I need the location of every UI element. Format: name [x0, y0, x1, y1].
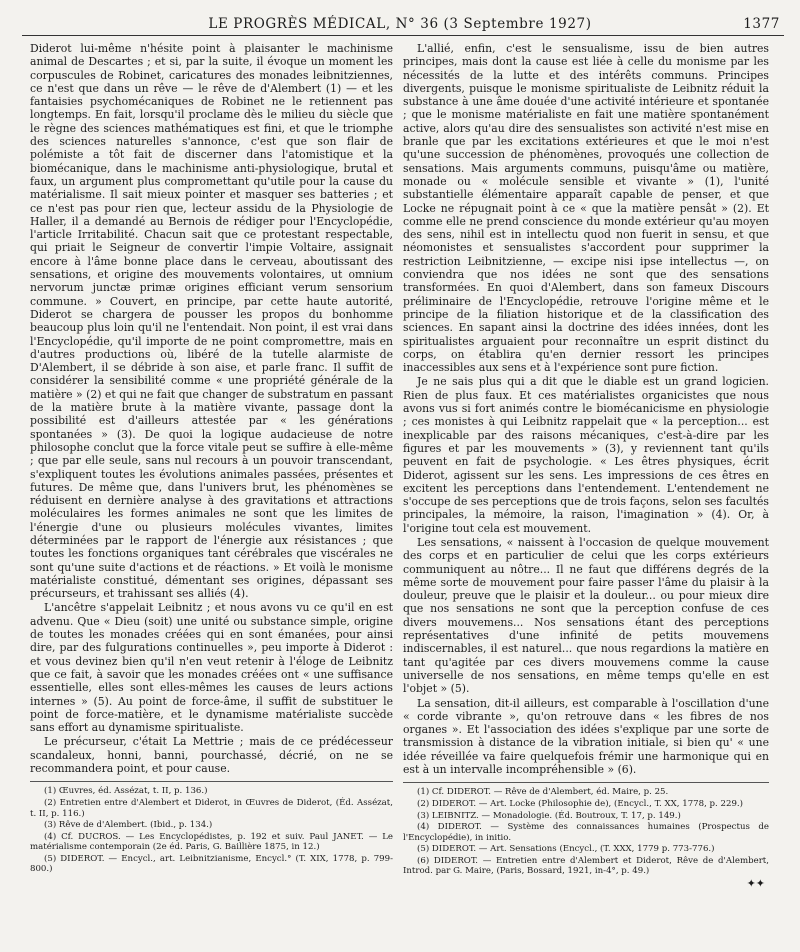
- footnote: (2) DIDEROT. — Art. Locke (Philosophie de), (Encycl., T. XX, 1778, p. 229.): [417, 798, 744, 809]
- footnotes-right: [403, 782, 769, 889]
- footnote: (4) Cf. DUCROS. — Les Encyclopédistes, p. 192 et suiv. Paul JANET. — Le matérialisme contemporain (2e éd. Paris, G. Baillière 1875, in 12.): [30, 831, 393, 853]
- footnote: (1) Cf. DIDEROT. — Rêve de d'Alembert, éd. Maire, p. 25.: [417, 787, 669, 798]
- footnote: (3) LEIBNITZ. — Monadologie. (Éd. Boutroux, T. 17, p. 149.): [417, 810, 681, 821]
- body-paragraph: Les sensations, « naissent à l'occasion de quelque mouvement des corps et en particulier de celui que les corps extérieurs communiquent au nôtre... Il ne faut que différens degrés de la même sorte de mouvement pour faire passer l'âme du plaisir à la douleur, preuve que le plaisir et la douleur... ou pour mieux dire que nos sensations ne sont que la perception confuse de ces divers mouvemens... Nos sensations étant des perceptions représentatives d'une infinité de petits mouvemens indiscernables, il est naturel... que nous regardions la matière en tant qu'agitée par ces divers mouvemens comme la cause universelle de nos sensations, en même temps qu'elle en est l'objet » (5).: [403, 535, 769, 696]
- body-paragraph: L'ancêtre s'appelait Leibnitz ; et nous avons vu ce qu'il en est advenu. Que « Dieu (soit) une unité ou substance simple, origine de toutes les monades créées qui en sont émanées, pour ainsi dire, par des fulgurations continuelles », peu importe à Diderot : et vous devinez bien qu'il n'en veut retenir à l'éloge de Leibnitz que ce fait, à savoir que les monades créées ont « une suffisance essentielle, elles sont elles-mêmes les causes de leurs actions internes » (5). Au point de force-âme, il suffit de substituer le point de force-matière, et le dynamisme matérialiste succède sans effort au dynamisme spiritualiste.: [30, 601, 393, 735]
- footnote: (1) Œuvres, éd. Assézat, t. II, p. 136.): [44, 786, 208, 797]
- end-ornament: ✦✦: [746, 877, 765, 891]
- running-header: [14, 6, 786, 36]
- footnotes-left: [30, 781, 393, 875]
- footnote: (3) Rêve de d'Alembert. (Ibid., p. 134.): [44, 820, 213, 831]
- footnote: (5) DIDEROT. — Art. Sensations (Encycl., (T. XXX, 1779 p. 773-776.): [417, 844, 715, 855]
- footnote: (2) Entretien entre d'Alembert et Diderot, in Œuvres de Diderot, (Éd. Assézat, t. II, p. 116.): [30, 797, 393, 819]
- footnote: (4) DIDEROT. — Système des connaissances humaines (Prospectus de l'Encyclopédie), in initio.: [403, 822, 769, 843]
- right-column: [403, 42, 769, 938]
- journal-title: LE PROGRÈS MÉDICAL, N° 36 (3 Septembre 1927): [208, 16, 592, 32]
- body-paragraph: La sensation, dit-il ailleurs, est comparable à l'oscillation d'une « corde vibrante », qu'on retrouve dans « les fibres de nos organes ». Et l'association des idées s'explique par une sorte de transmission à distance de la vibration initiale, si bien qu' « une idée réveillée va faire quelquefois frémir une harmonique qui en est à un intervalle incompréhensible » (6).: [403, 696, 769, 777]
- page-number: 1377: [743, 16, 780, 32]
- body-paragraph: Le précurseur, c'était La Mettrie ; mais de ce prédécesseur scandaleux, honni, banni, pourchassé, décrié, on ne se recommandera point, et pour cause.: [30, 735, 393, 776]
- header-rule: [22, 35, 784, 36]
- footnote: (5) DIDEROT. — Encycl., art. Leibnitzianisme, Encycl.° (T. XIX, 1778, p. 799-800.): [30, 853, 393, 875]
- footnote: (6) DIDEROT. — Entretien entre d'Alembert et Diderot, Rêve de d'Alembert, Introd. par G. Maire, (Paris, Bossard, 1921, in-4°, p. 49.): [403, 855, 769, 877]
- body-paragraph: Je ne sais plus qui a dit que le diable est un grand logicien. Rien de plus faux. Et ces matérialistes organicistes que nous avons vus si fort animés contre le biomécanicisme en physiologie ; ces monistes à qui Leibnitz rappelait que « la perception... est inexplicable par des raisons mécaniques, c'est-à-dire par les figures et par les mouvements » (3), y reviennent tant qu'ils peuvent en fait de psychologie. « Les êtres physiques, écrit Diderot, agissent sur les sens. Les impressions de ces êtres en excitent les perceptions dans l'entendement. L'entendement ne s'occupe de ses perceptions que de trois façons, selon ses facultés principales, la mémoire, la raison, l'imagination » (4). Or, à l'origine tout cela est mouvement.: [403, 375, 769, 535]
- body-paragraph: L'allié, enfin, c'est le sensualisme, issu de bien autres principes, mais dont la cause est liée à celle du monisme par les nécessités de la lutte et des intérêts communs. Principes divergents, puisque le monisme spiritualiste de Leibnitz réduit la substance à une âme douée d'une activité intérieure et spontanée ; que le monisme matérialiste en fait une matière spontanément active, alors qu'au dire des sensualistes son activité n'est mise en branle que par les excitations extérieures et que le moi n'est qu'une succession de phénomènes, provoqués une collection de sensations. Mais arguments communs, puisqu'âme ou matière, monade ou « molécule sensible et vivante » (1), l'unité substantielle élémentaire apparaît capable de penser, et que Locke ne répugnait point à ce « que la matière pensât » (2). Et comme elle ne prend conscience du monde extérieur qu'au moyen des sens, nihil est in intellectu quod non fuerit in sensu, et que néomonistes et sensualistes s'accordent pour supprimer la restriction Leibnitzienne, — excipe nisi ipse intellectus —, on conviendra que nos idées ne sont que des sensations transformées. En quoi d'Alembert, dans son fameux Discours préliminaire de l'Encyclopédie, retrouve l'origine même et le principe de la filiation historique et de la classification des sciences. En sapant ainsi la doctrine des idées innées, dont les spiritualistes arguaient pour reconnaître un esprit distinct du corps, on établira qu'en dernier ressort les principes inaccessibles aux sens et à l'expérience sont pure fiction.: [403, 42, 769, 375]
- left-column: [30, 42, 393, 938]
- body-paragraph: Diderot lui-même n'hésite point à plaisanter le machinisme animal de Descartes ; et si, par la suite, il évoque un moment les corpuscules de Robinet, caricatures des monades leibnitziennes, ce n'est que dans un rêve — le rêve de d'Alembert (1) — et les fantaisies psychomécaniques de Robinet ne le retiennent pas longtemps. En fait, lorsqu'il proclame dès le milieu du siècle que le règne des sciences mathématiques est fini, et que le triomphe des sciences naturelles s'annonce, c'est que son flair de polémiste a tôt fait de discerner dans l'atomistique et la biomécanique, dans le machinisme anti-physiologique, brutal et faux, un argument plus compromettant qu'utile pour la cause du matérialisme. Il sait mieux pointer et masquer ses batteries ; et ce n'est pas pour rien que, lecteur assidu de la Physiologie de Haller, il a demandé au Bernois de rédiger pour l'Encyclopédie, l'article Irritabilité. Chacun sait que ce protestant respectable, qui priait le Seigneur de convertir l'impie Voltaire, assignait encore à l'âme bonne place dans le cerveau, aboutissant des sensations, et origine des mouvements volontaires, ut omnium nervorum junctæ primæ origines efficiant verum sensorium commune. » Couvert, en principe, par cette haute autorité, Diderot se chargera de pousser les propos du bonhomme beaucoup plus loin qu'il ne l'entendait. Non point, il est vrai dans l'Encyclopédie, qu'il importe de ne point compromettre, mais en d'autres productions où, libéré de la tutelle alarmiste de D'Alembert, il se débride à son aise, et parle franc. Il suffit de considérer la sensibilité comme « une propriété générale de la matière » (2) et qui ne fait que changer de substratum en passant de la matière brute à la matière vivante, passage dont la possibilité est d'ailleurs attestée par « les générations spontanées » (3). De quoi la logique audacieuse de notre philosophe conclut que la force vitale peut se suffire à elle-même ; que par elle seule, sans nul recours à un pouvoir transcendant, s'expliquent toutes les évolutions animales passées, présentes et futures. De même que, dans l'univers brut, les phénomènes se réduisent en dernière analyse à des gravitations et attractions moléculaires les formes animales ne sont que les limites de l'énergie d'une ou plusieurs molécules vivantes, limites déterminées par le rapport de l'énergie aux résistances ; que toutes les fonctions organiques tant cérébrales que viscérales ne sont qu'une suite d'actions et de réactions. » Et voilà le monisme matérialiste constitué, démentant ses origines, dépassant ses précurseurs, et trahissant ses alliés (4).: [30, 42, 393, 601]
